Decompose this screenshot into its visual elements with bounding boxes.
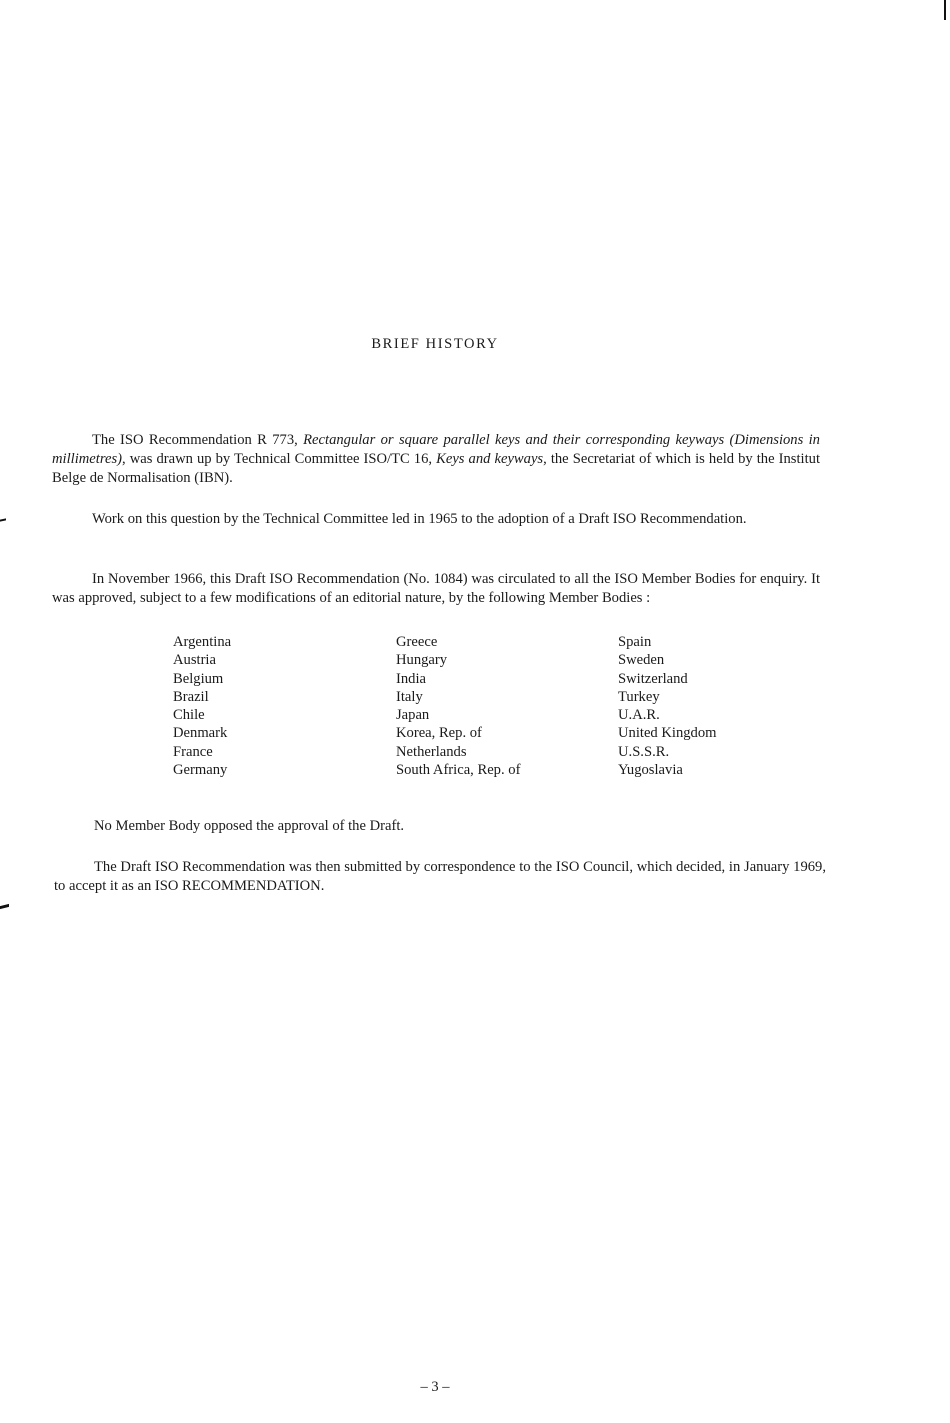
member-body: South Africa, Rep. of — [396, 762, 521, 779]
member-body: United Kingdom — [618, 725, 717, 742]
member-body: Hungary — [396, 652, 448, 669]
member-body: Netherlands — [396, 743, 467, 760]
scan-mark — [0, 518, 6, 521]
member-column-1 — [173, 633, 231, 779]
paragraph-no-opposition: No Member Body opposed the approval of the Draft. — [94, 817, 405, 834]
member-body: Yugoslavia — [618, 762, 683, 779]
paragraph-text: The ISO Recommendation R 773, — [92, 431, 304, 448]
member-body: Brazil — [173, 688, 209, 705]
member-body: U.A.R. — [618, 707, 660, 724]
member-body: Argentina — [173, 634, 232, 650]
paragraph-work — [52, 510, 820, 529]
scan-mark — [0, 904, 9, 909]
member-body: Greece — [396, 634, 438, 650]
member-body: Denmark — [173, 725, 228, 742]
member-bodies-list — [173, 633, 773, 783]
member-body: Spain — [618, 634, 652, 650]
member-body: Italy — [396, 688, 423, 705]
member-body: Sweden — [618, 652, 665, 669]
paragraph-text: , was drawn up by Technical Committee ISO/TC 16, — [121, 450, 437, 467]
member-body: Chile — [173, 707, 205, 724]
member-body: U.S.S.R. — [618, 743, 670, 760]
member-body: Switzerland — [618, 670, 688, 687]
member-body: Japan — [396, 707, 430, 724]
paragraph-intro — [52, 431, 820, 489]
page-number: – 3 – — [420, 1379, 450, 1395]
standard-title: Rectangular or square parallel keys and their corresponding keyways (Dimensions in millimetres) — [52, 431, 820, 467]
member-body: Germany — [173, 762, 228, 779]
paragraph-enquiry — [52, 570, 820, 609]
member-body: Korea, Rep. of — [396, 725, 482, 742]
paragraph-text: The Draft ISO Recommendation was then submitted by correspondence to the ISO Council, which decided, in January 1969, to accept it as an ISO RECOMMENDATION. — [54, 858, 826, 894]
scan-mark — [944, 0, 946, 20]
member-column-3 — [618, 633, 717, 779]
member-body: India — [396, 670, 426, 687]
member-body: Austria — [173, 652, 216, 669]
page-title: BRIEF HISTORY — [371, 336, 499, 352]
paragraph-text: In November 1966, this Draft ISO Recommendation (No. 1084) was circulated to all the ISO Member Bodies for enquiry. It was approved, subject to a few modifications of an editorial nature, by the following Member Bodies : — [52, 570, 820, 606]
paragraph-text: , the Secretariat of which is held by the Institut Belge de Normalisation (IBN). — [52, 450, 821, 487]
member-body: Turkey — [618, 688, 660, 705]
committee-title: Keys and keyways — [436, 450, 544, 467]
paragraph-text: Work on this question by the Technical Committee led in 1965 to the adoption of a Draft ISO Recommendation. — [92, 510, 747, 527]
paragraph-council-decision — [54, 858, 826, 897]
member-column-2 — [396, 633, 520, 779]
member-body: Belgium — [173, 670, 224, 687]
member-body: France — [173, 743, 213, 760]
